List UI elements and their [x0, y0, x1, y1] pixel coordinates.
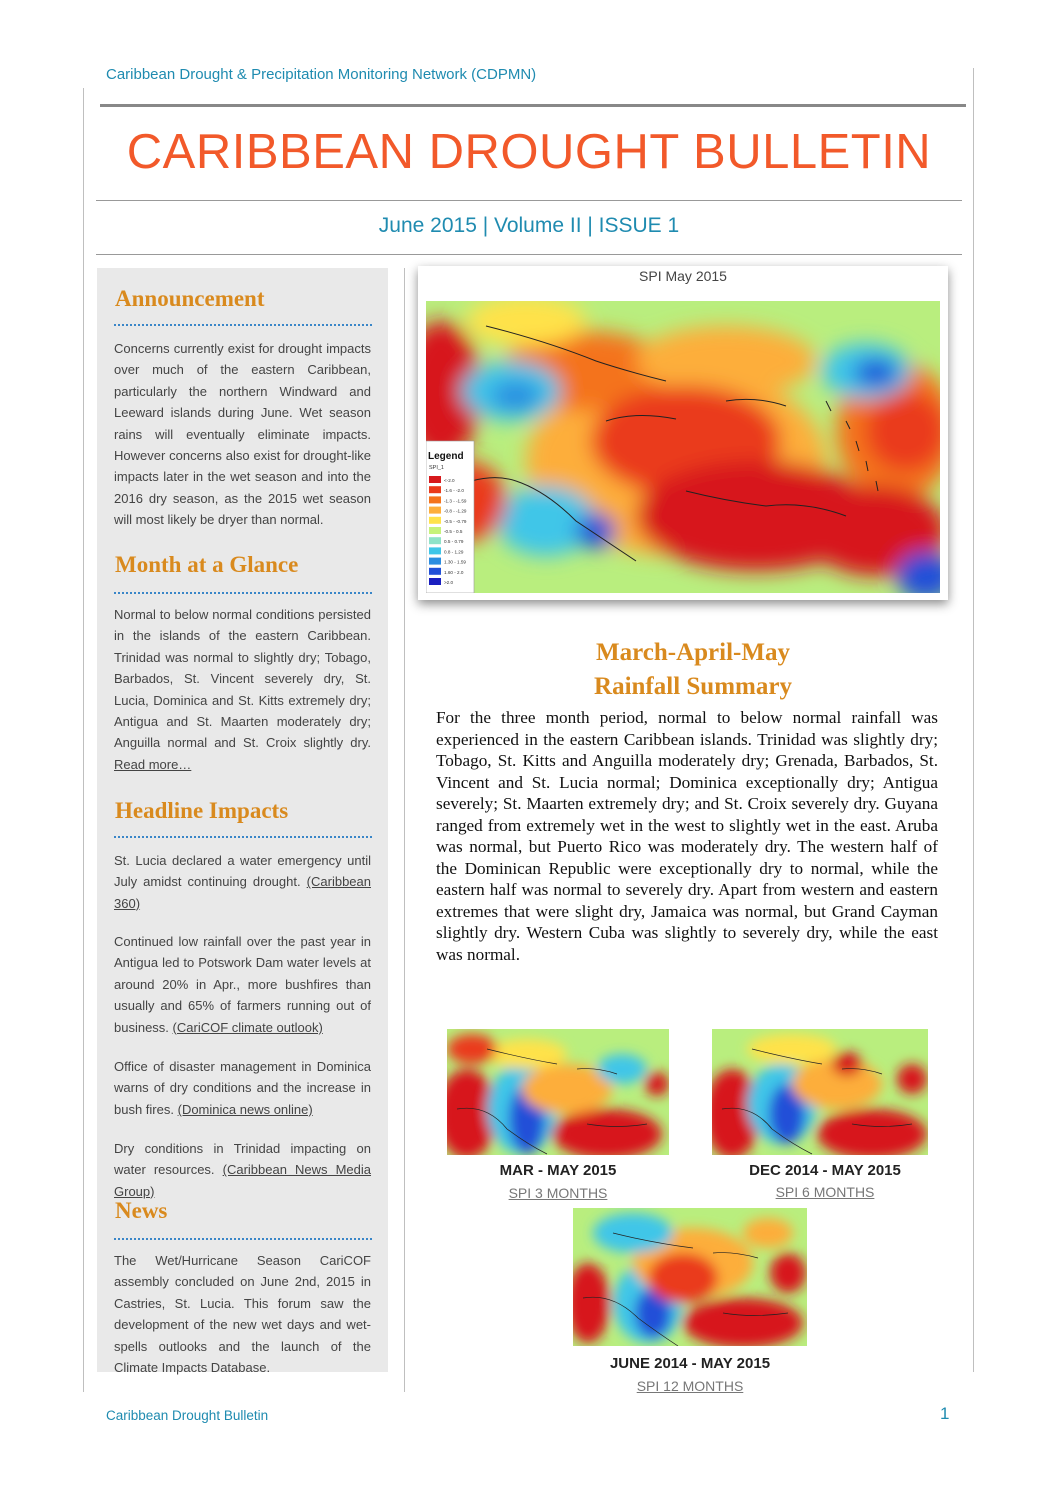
spi-legend	[426, 441, 474, 593]
news-divider	[114, 1238, 372, 1240]
impact-source-link[interactable]: (CariCOF climate outlook)	[172, 1019, 323, 1035]
legend-label: 0.8 - 1.29	[444, 549, 464, 555]
legend-swatch	[429, 507, 441, 514]
issue-rule	[96, 254, 962, 255]
network-name: Caribbean Drought & Precipitation Monitoring Network (CDPMN)	[106, 66, 537, 83]
spi-map-caption: DEC 2014 - MAY 2015	[749, 1162, 901, 1179]
summary-heading-line2: Rainfall Summary	[594, 673, 792, 700]
issue-line: June 2015 | Volume II | ISSUE 1	[378, 214, 680, 237]
legend-label: -0.8 - -1.29	[444, 508, 467, 514]
page-number: 1	[940, 1404, 950, 1423]
impact-text: Continued low rainfall over the past year in Antigua led to Potswork Dam water levels at around 20% in Apr., more bushfires than usually and 65% of farmers running out of business.	[114, 934, 371, 1035]
spi-map-caption: JUNE 2014 - MAY 2015	[609, 1355, 771, 1372]
impact-item	[114, 931, 371, 1038]
spi-map-caption: MAR - MAY 2015	[499, 1162, 617, 1179]
impact-source-link[interactable]: (Caribbean News Media Group)	[114, 1162, 372, 1199]
spi-map-title: SPI May 2015	[639, 268, 727, 284]
impact-item	[114, 1056, 371, 1120]
spi-3-month-map	[447, 1029, 669, 1155]
spi-map-sublink[interactable]: SPI 12 MONTHS	[636, 1378, 744, 1394]
legend-swatch	[429, 517, 441, 524]
legend-label: -0.5 - 0.5	[444, 529, 463, 534]
glance-heading: Month at a Glance	[115, 552, 299, 577]
impacts-heading: Headline Impacts	[115, 798, 289, 823]
glance-divider	[114, 592, 372, 594]
glance-text: Normal to below normal conditions persisted in the islands of the eastern Caribbean. Trinidad was normal to slightly dry; Tobago, Barbados, St. Vincent severely dry, St. Lucia, Dominica and St. Kitts extremely dry; Antigua and St. Maarten moderately dry; Anguilla normal and St. Croix slightly dry.	[114, 607, 371, 751]
summary-heading	[418, 636, 968, 704]
legend-label: -0.5 - -0.79	[444, 518, 467, 524]
announcement-heading: Announcement	[115, 286, 265, 311]
glance-read-more-link[interactable]: Read more…	[114, 756, 192, 772]
impact-source-link[interactable]: (Caribbean 360)	[114, 874, 371, 911]
legend-swatch	[429, 486, 441, 493]
legend-swatch	[429, 547, 441, 554]
summary-heading-line1: March-April-May	[596, 639, 790, 666]
legend-label: 0.5 - 0.79	[444, 539, 464, 545]
news-text: The Wet/Hurricane Season CariCOF assembly concluded on June 2nd, 2015 in Castries, St. Lucia. This forum saw the development of the new wet days and wet-spells outlooks and the launch of the Climate Impacts Database.	[114, 1253, 371, 1376]
legend-label: -1.6 - -2.0	[444, 488, 464, 494]
legend-label: >2.0	[444, 580, 454, 585]
legend-swatch	[429, 568, 441, 575]
impact-text: St. Lucia declared a water emergency until July amidst continuing drought.	[114, 853, 371, 890]
impact-source-link[interactable]: (Dominica news online)	[177, 1101, 313, 1117]
spi-12-month-map	[573, 1208, 807, 1346]
header-bar	[100, 104, 966, 107]
title-rule	[96, 200, 962, 201]
legend-label: 1.60 - 2.0	[444, 569, 464, 575]
impact-item	[114, 1138, 371, 1202]
legend-swatch	[429, 537, 441, 544]
column-divider	[404, 268, 405, 1392]
legend-swatch	[429, 476, 441, 483]
legend-swatch	[429, 496, 441, 503]
spi-may-2015-map	[426, 301, 940, 593]
impact-item	[114, 850, 371, 914]
bulletin-title: CARIBBEAN DROUGHT BULLETIN	[126, 125, 932, 179]
glance-block	[114, 604, 371, 775]
legend-label: <-2.0	[444, 478, 455, 483]
legend-swatch	[429, 527, 441, 534]
legend-label: -1.3 - -1.59	[444, 498, 467, 504]
footer-name: Caribbean Drought Bulletin	[106, 1408, 269, 1423]
right-page-border	[973, 68, 974, 1372]
impacts-divider	[114, 836, 372, 838]
left-page-border	[83, 88, 84, 1392]
news-heading: News	[115, 1198, 168, 1223]
impact-text: Dry conditions in Trinidad impacting on water resources.	[114, 1141, 371, 1178]
impact-text: Office of disaster management in Dominica warns of dry conditions and the increase in bush fires.	[114, 1059, 371, 1117]
legend-label: 1.30 - 1.59	[444, 559, 466, 565]
spi-map-sublink[interactable]: SPI 6 MONTHS	[775, 1184, 875, 1200]
legend-swatch	[429, 558, 441, 565]
legend-field: SPI_1	[429, 465, 444, 471]
legend-swatch	[429, 578, 441, 585]
announcement-divider	[114, 324, 372, 326]
spi-map-sublink[interactable]: SPI 3 MONTHS	[508, 1185, 608, 1201]
announcement-text: Concerns currently exist for drought impacts over much of the eastern Caribbean, particularly the northern Windward and Leeward islands during June. Wet season rains will eventually eliminate impacts. However concerns also exist for drought-like impacts later in the wet season and into the 2016 dry season, as the 2015 wet season will most likely be dryer than normal.	[114, 341, 371, 528]
summary-text: For the three month period, normal to below normal rainfall was experienced in the eastern Caribbean islands. Trinidad was slightly dry; Tobago, St. Kitts and Anguilla moderately dry; Grenada, Barbados, St. Vincent and St. Lucia normal; Dominica exceptionally dry; Antigua severely; St. Maarten extremely dry; and St. Croix severely dry. Guyana ranged from extremely wet in the west to slightly wet in the east. Aruba was normal, but Puerto Rico was moderately dry. The western half of the Dominican Republic were exceptionally dry to normal, while the eastern half was normal to severely dry. Apart from western and eastern extremes that were slight dry, Jamaica was normal, but Grand Cayman slightly dry. Western Cuba was slightly to severely dry, while the east was normal.	[436, 708, 938, 964]
legend-title: Legend	[428, 451, 464, 462]
spi-6-month-map	[712, 1029, 928, 1155]
